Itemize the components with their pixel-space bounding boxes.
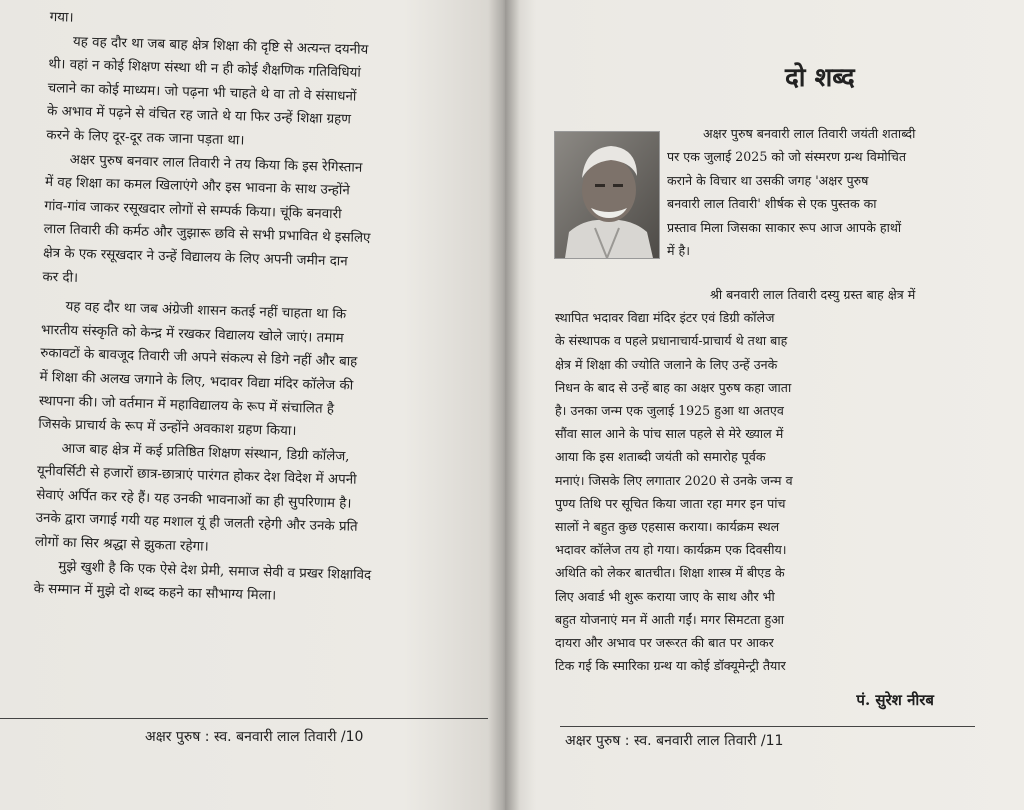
body-line: यह वह दौर था जब बाह क्षेत्र शिक्षा की दृष्टि से अत्यन्त दयनीय [72, 34, 369, 58]
body-line: गया। [49, 9, 74, 26]
body-line: टिक गई कि स्मारिका ग्रन्थ या कोई डॉक्यूमेन्ट्री तैयार [555, 658, 786, 674]
body-line: है। उनका जन्म एक जुलाई 1925 हुआ था अतएव [555, 403, 784, 419]
right-page-body [555, 283, 975, 677]
footer-rule-right [560, 726, 975, 727]
left-page-footer: अक्षर पुरुष : स्व. बनवारी लाल तिवारी /10 [145, 729, 364, 745]
body-line: के अभाव में पढ़ने से वंचित रह जाते थे या फिर उन्हें शिक्षा ग्रहण [46, 104, 352, 128]
body-line: निधन के बाद से उन्हें बाह का अक्षर पुरुष कहा जाता [555, 379, 792, 395]
body-line: करने के लिए दूर-दूर तक जाना पड़ता था। [46, 127, 245, 149]
body-line: बहुत योजनाएं मन में आती गईं। मगर सिमटता हुआ [555, 611, 785, 627]
body-line: सौंवा साल आने के पांच साल पहले से मेरे ख्याल में [555, 426, 784, 442]
left-page-body [33, 6, 429, 612]
intro-line: अक्षर पुरुष बनवारी लाल तिवारी जयंती शताब्दी [703, 126, 916, 141]
body-line: मुझे खुशी है कि एक ऐसे देश प्रेमी, समाज सेवी व प्रखर शिक्षाविद [58, 559, 372, 583]
author-signature: पं. सुरेश नीरब [856, 691, 934, 709]
intro-line: पर एक जुलाई 2025 को जो संस्मरण ग्रन्थ विमोचित [667, 149, 907, 165]
right-page-footer: अक्षर पुरुष : स्व. बनवारी लाल तिवारी /11 [565, 733, 784, 749]
body-line: आया कि इस शताब्दी जयंती को समारोह पूर्वक [555, 449, 766, 465]
body-line: अथिति को लेकर बातचीत। शिक्षा शास्त्र में बीएड के [555, 565, 785, 581]
body-line: गांव-गांव जाकर रसूखदार लोगों से सम्पर्क किया। चूंकि बनवारी [44, 198, 342, 222]
book-gutter [488, 0, 520, 810]
body-line: जिसके प्राचार्य के रूप में उन्होंने अवकाश ग्रहण किया। [38, 416, 297, 440]
body-line: पुण्य तिथि पर सूचित किया जाता रहा मगर इन पांच [555, 495, 786, 511]
body-line: चलाने का कोई माध्यम। जो पढ़ना भी चाहते थे वा तो वे संसाधनों [47, 80, 357, 105]
body-line: के संस्थापक व पहले प्रधानाचार्य-प्राचार्य थे तथा बाह [555, 333, 788, 349]
page-title: दो शब्द [785, 63, 855, 93]
body-line: स्थापना की। जो वर्तमान में महाविद्यालय के रूप में संचालित है [38, 393, 335, 417]
intro-line: में है। [667, 243, 690, 259]
body-line: स्थापित भदावर विद्या मंदिर इंटर एवं डिग्री कॉलेज [555, 310, 775, 326]
body-line: में शिक्षा की अलख जगाने के लिए, भदावर विद्या मंदिर कॉलेज की [39, 369, 354, 394]
body-line: सालों ने बहुत कुछ एहसास कराया। कार्यक्रम स्थल [555, 519, 780, 535]
intro-line: प्रस्ताव मिला जिसका साकार रूप आज आपके हाथों [667, 219, 902, 235]
author-portrait [554, 131, 660, 259]
intro-paragraph [667, 122, 972, 262]
intro-line: कराने के विचार था उसकी जगह 'अक्षर पुरुष [667, 172, 869, 188]
body-line: मनाएं। जिसके लिए लगातार 2020 से उनके जन्म व [555, 472, 793, 488]
body-line: भदावर कॉलेज तय हो गया। कार्यक्रम एक दिवसीय। [555, 542, 787, 558]
body-line: लाल तिवारी की कर्मठ और जुझारू छवि से सभी प्रभावित थे इसलिए [43, 222, 371, 247]
body-line: अक्षर पुरुष बनवार लाल तिवारी ने तय किया कि इस रेगिस्तान [69, 152, 363, 176]
body-line: लिए अवार्ड भी शुरू कराया जाए के साथ और भी [555, 588, 775, 604]
body-line: यह वह दौर था जब अंग्रेजी शासन कतई नहीं चाहता था कि [65, 299, 347, 323]
body-line: क्षेत्र में शिक्षा की ज्योति जलाने के लिए उन्हें उनके [555, 356, 778, 372]
body-line: भारतीय संस्कृति को केन्द्र में रखकर विद्यालय खोले जाएं। तमाम [40, 322, 344, 347]
body-line: में वह शिक्षा का कमल खिलाएंगे और इस भावना के साथ उन्होंने [44, 175, 350, 199]
body-line: दायरा और अभाव पर जरूरत की बात पर आकर [555, 635, 774, 651]
body-line: यूनीवर्सिटी से हजारों छात्र-छात्राएं पारंगत होकर देश विदेश में अपनी [36, 464, 357, 489]
body-line: के सम्मान में मुझे दो शब्द कहने का सौभाग्य मिला। [33, 582, 277, 604]
portrait-image [555, 132, 659, 258]
body-line: आज बाह क्षेत्र में कई प्रतिष्ठित शिक्षण संस्थान, डिग्री कॉलेज, [61, 441, 350, 465]
body-line: थी। वहां न कोई शिक्षण संस्था थी न ही कोई शैक्षणिक गतिविधियां [48, 57, 362, 81]
body-line: सेवाएं अर्पित कर रहे हैं। यह उनकी भावनाओं का ही सुपरिणाम है। [36, 487, 352, 512]
body-line: रुकावटों के बावजूद तिवारी जी अपने संकल्प से डिगे नहीं और बाह [40, 346, 358, 371]
intro-line: बनवारी लाल तिवारी' शीर्षक से एक पुस्तक का [667, 196, 877, 212]
body-line: लोगों का सिर श्रद्धा से झुकता रहेगा। [34, 534, 209, 555]
body-line: क्षेत्र के एक रसूखदार ने उन्हें विद्यालय के लिए अपनी जमीन दान [42, 245, 348, 270]
body-line: उनके द्वारा जगाई गयी यह मशाल यूं ही जलती रहेगी और उनके प्रति [35, 511, 358, 536]
body-line: कर दी। [42, 269, 79, 286]
body-line: श्री बनवारी लाल तिवारी दस्यु ग्रस्त बाह क्षेत्र में [710, 287, 916, 302]
footer-rule-left [0, 718, 488, 719]
